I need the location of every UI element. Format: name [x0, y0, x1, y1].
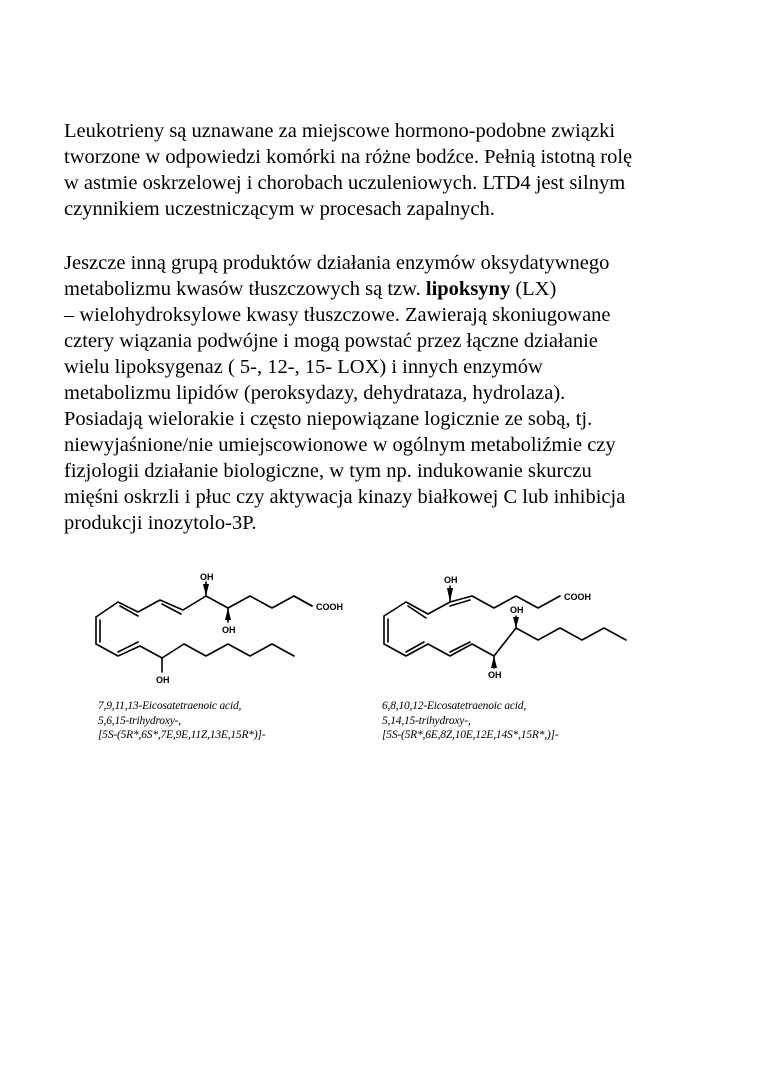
text-line: – wielohydroksylowe kwasy tłuszczowe. Zawierają skoniugowane: [64, 304, 611, 326]
caption-line: 5,6,15-trihydroxy-,: [98, 714, 181, 727]
text-line: Jeszcze inną grupą produktów działania enzymów oksydatywnego: [64, 252, 610, 274]
carboxyl-label: COOH: [564, 592, 591, 602]
caption-line: [5S-(5R*,6S*,7E,9E,11Z,13E,15R*)]-: [98, 729, 266, 741]
text-line: [64, 276, 714, 302]
structure-caption: [98, 699, 265, 743]
hydroxyl-label: OH: [488, 670, 502, 680]
hydroxyl-label: OH: [444, 575, 458, 585]
text-line: w astmie oskrzelowej i chorobach uczuleniowych. LTD4 jest silnym: [64, 172, 626, 194]
term-lipoksyny: lipoksyny: [425, 278, 511, 300]
caption-line: 6,8,10,12-Eicosatetraenoic acid,: [382, 700, 527, 712]
text-line: wielu lipoksygenaz ( 5-, 12-, 15- LOX) i innych enzymów: [64, 356, 543, 378]
text-line: metabolizmu lipidów (peroksydazy, dehydrataza, hydrolaza).: [64, 382, 566, 404]
structure-lipoxin-a: [88, 572, 378, 741]
caption-line: 7,9,11,13-Eicosatetraenoic acid,: [98, 700, 242, 712]
text-line: produkcji inozytolo-3P.: [64, 512, 257, 534]
text-line: fizjologii działanie biologiczne, w tym np. indukowanie skurczu: [64, 460, 592, 482]
text-run: metabolizmu kwasów tłuszczowych są tzw.: [64, 278, 426, 300]
hydroxyl-label: OH: [510, 605, 524, 615]
text-line: mięśni oskrzli i płuc czy aktywacja kinazy białkowej C lub inhibicja: [64, 486, 626, 508]
hydroxyl-label: OH: [222, 625, 236, 635]
caption-line: [5S-(5R*,6E,8Z,10E,12E,14S*,15R*,)]-: [382, 729, 559, 741]
chemical-structures-figure: [0, 572, 760, 762]
paragraph-lipoxins: [64, 250, 714, 536]
structure-drawing: [88, 572, 378, 685]
caption-line: 5,14,15-trihydroxy-,: [382, 714, 471, 727]
text-line: Leukotrieny są uznawane za miejscowe hormono-podobne związki: [64, 120, 616, 142]
text-line: cztery wiązania podwójne i mogą powstać przez łączne działanie: [64, 330, 598, 352]
hydroxyl-label: OH: [200, 572, 214, 582]
structure-drawing: [378, 572, 658, 682]
text-line: tworzone w odpowiedzi komórki na różne bodźce. Pełnią istotną rolę: [64, 146, 633, 168]
text-run: (LX): [510, 278, 557, 300]
text-line: Posiadają wielorakie i często niepowiązane logicznie ze sobą, tj.: [64, 408, 593, 430]
hydroxyl-label: OH: [156, 675, 170, 685]
paragraph-leukotrienes: [64, 118, 714, 222]
text-line: niewyjaśnione/nie umiejscowionowe w ogólnym metaboliźmie czy: [64, 434, 616, 456]
text-line: czynnikiem uczestniczącym w procesach zapalnych.: [64, 198, 495, 220]
structure-caption: [382, 699, 558, 743]
structure-lipoxin-b: [378, 572, 658, 741]
carboxyl-label: COOH: [316, 602, 343, 612]
